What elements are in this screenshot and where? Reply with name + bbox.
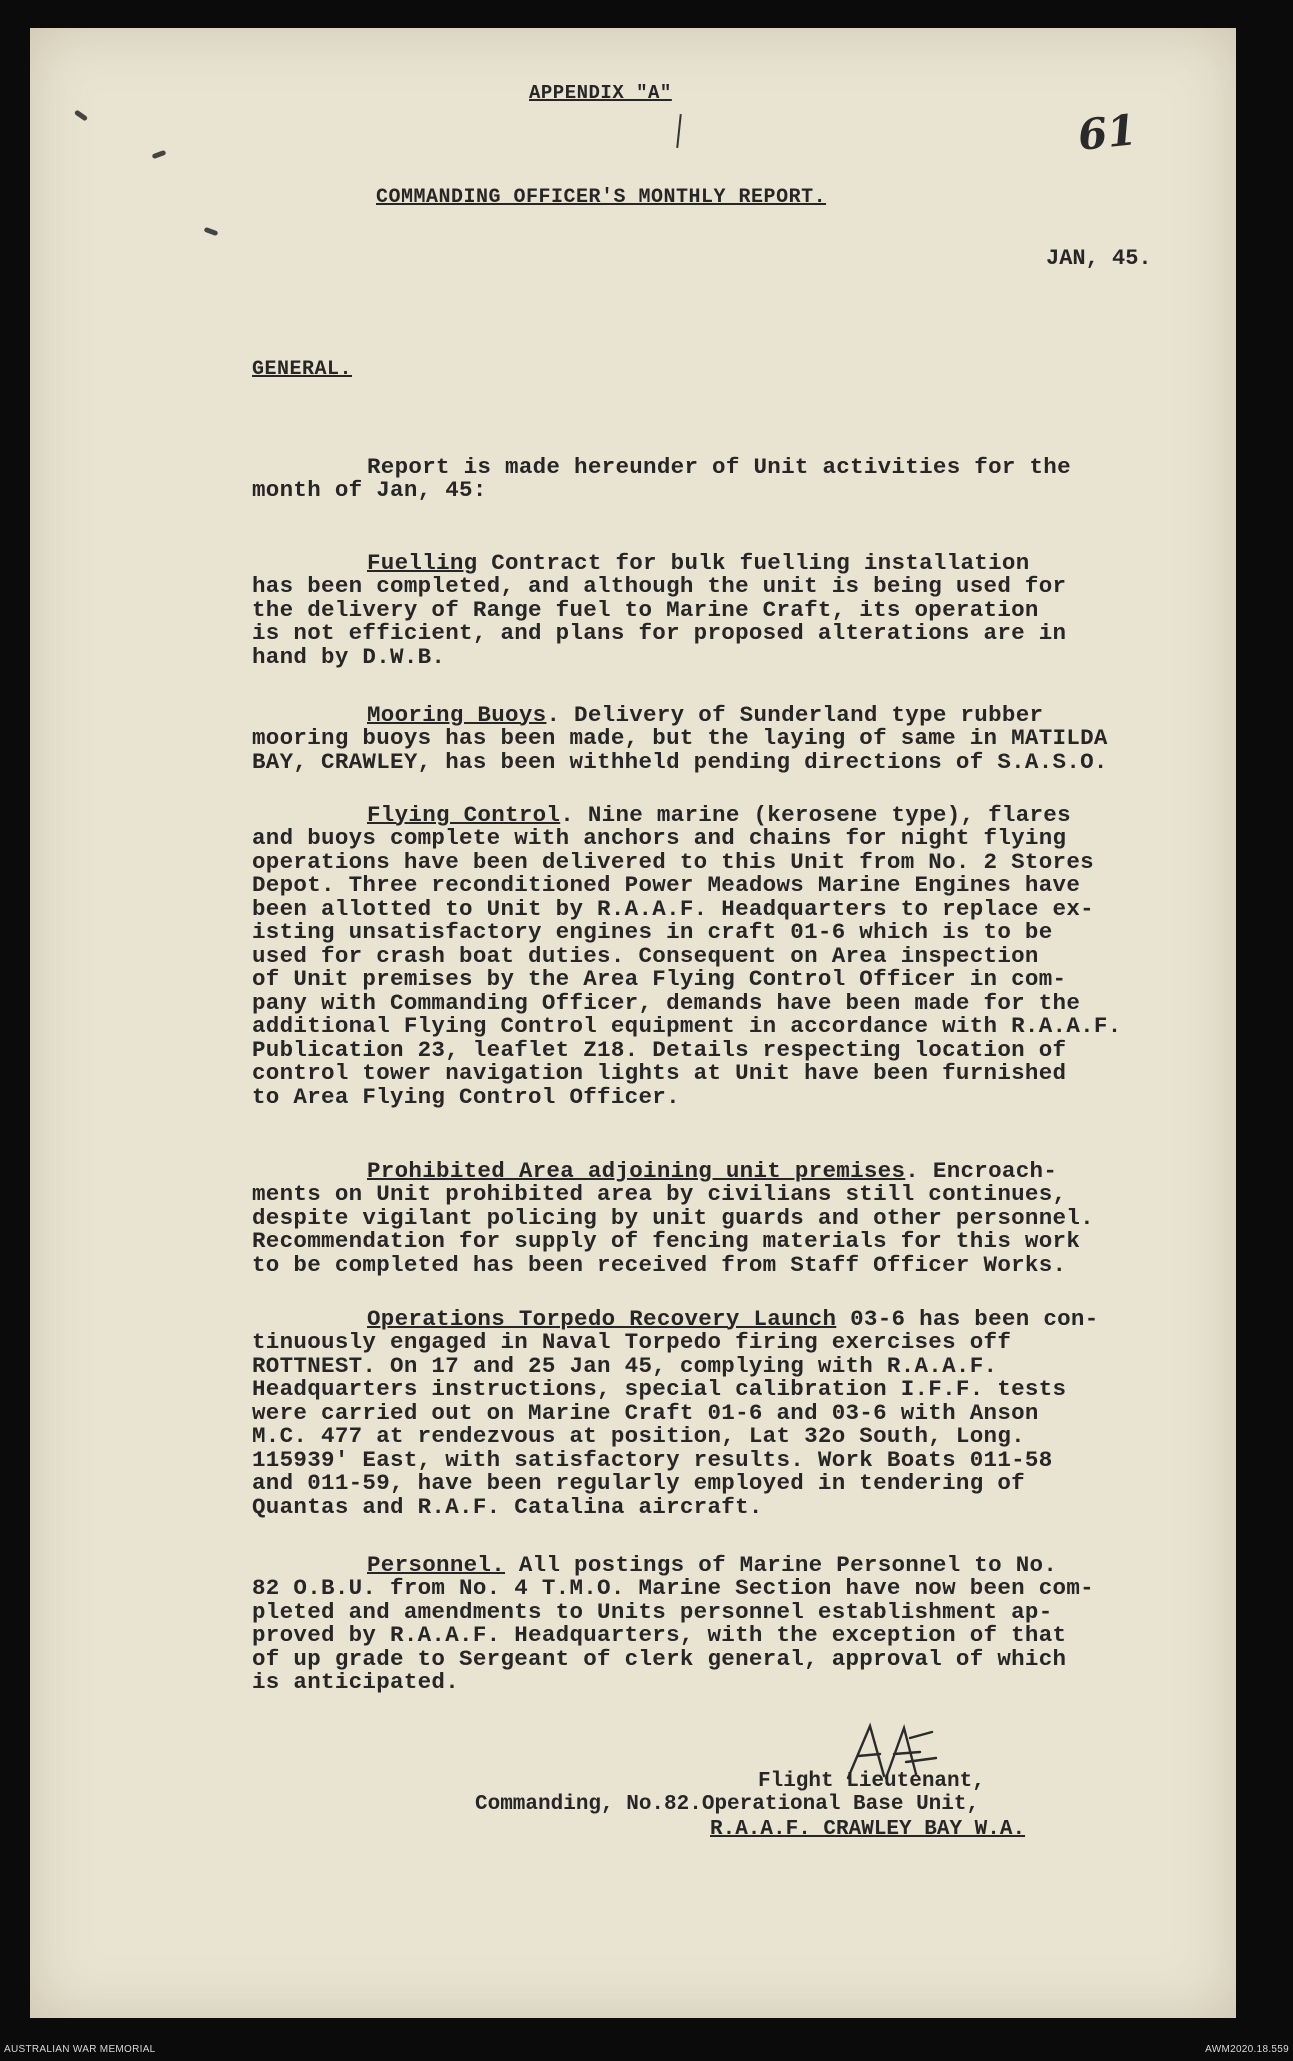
report-date: JAN, 45. (1046, 246, 1152, 271)
paragraph-heading: Prohibited Area adjoining unit premises (367, 1157, 906, 1184)
paragraph-body: Contract for bulk fuelling installation has been completed, and although the unit is being used for the delivery of Range fuel to Marine Craft, its operation is not efficient, and plans for proposed alterations are in hand by D.W.B. (252, 549, 1067, 670)
paragraph-operations (252, 1284, 1099, 1519)
paragraph-flying-control (252, 780, 1122, 1109)
footer-institution: AUSTRALIAN WAR MEMORIAL (4, 2044, 156, 2055)
section-general-heading: GENERAL. (252, 358, 353, 381)
paragraph-body: 03-6 has been con- tinuously engaged in Naval Torpedo firing exercises off ROTTNEST. On 17 and 25 Jan 45, complying with R.A.A.F. Headquarters instructions, special calibration I.F.F. tests were carried out on Marine Craft 01-6 and 03-6 with Anson M.C. 477 at rendezvous at position, Lat 32o South, Long. 115939' East, with satisfactory results. Work Boats 011-58 and 011-59, have been regularly employed in tendering of Quantas and R.A.F. Catalina aircraft. (252, 1305, 1099, 1520)
paragraph-body: . Delivery of Sunderland type rubber mooring buoys has been made, but the laying of same in MATILDA BAY, CRAWLEY, has been withheld pending directions of S.A.S.O. (252, 701, 1108, 775)
signature-rank: Flight Lieutenant, (758, 1770, 985, 1793)
folio-number: 61 (1075, 105, 1139, 160)
paragraph-heading: Flying Control (367, 801, 561, 828)
document-page (30, 28, 1236, 2018)
paragraph-mooring-buoys (252, 680, 1108, 774)
paragraph-prohibited-area (252, 1136, 1094, 1277)
intro-text: Report is made hereunder of Unit activities for the month of Jan, 45: (252, 453, 1071, 503)
paragraph-heading: Fuelling (367, 549, 478, 576)
report-title: COMMANDING OFFICER'S MONTHLY REPORT. (376, 186, 827, 209)
paragraph-personnel (252, 1530, 1094, 1695)
paragraph-body: All postings of Marine Personnel to No. 82 O.B.U. from No. 4 T.M.O. Marine Section have now been com- pleted and amendments to Units personnel establishment ap- proved by R.A.A.F. Headquarters, with the exception of that of up grade to Sergeant of clerk general, approval of which is anticipated. (252, 1551, 1094, 1695)
footer-accession-number: AWM2020.18.559 (1205, 2044, 1289, 2055)
signature-unit: Commanding, No.82.Operational Base Unit, (475, 1793, 980, 1816)
paragraph-body: . Encroach- ments on Unit prohibited area by civilians still continues, despite vigilant policing by unit guards and other personnel. Recommendation for supply of fencing materials for this work to be completed has been received from Staff Officer Works. (252, 1157, 1094, 1278)
paragraph-body: . Nine marine (kerosene type), flares and buoys complete with anchors and chains for night flying operations have been delivered to this Unit from No. 2 Stores Depot. Three reconditioned Power Meadows Marine Engines have been allotted to Unit by R.A.A.F. Headquarters to replace ex- isting unsatisfactory engines in craft 01-6 which is to be used for crash boat duties. Consequent on Area inspection of Unit premises by the Area Flying Control Officer in com- pany with Commanding Officer, demands have been made for the additional Flying Control equipment in accordance with R.A.A.F. Publication 23, leaflet Z18. Details respecting location of control tower navigation lights at Unit have been furnished to Area Flying Control Officer. (252, 801, 1122, 1110)
paragraph-heading: Personnel. (367, 1551, 506, 1578)
signature-location: R.A.A.F. CRAWLEY BAY W.A. (710, 1818, 1026, 1841)
paragraph-fuelling (252, 528, 1066, 669)
appendix-title: APPENDIX "A" (529, 82, 672, 104)
intro-paragraph (252, 432, 1071, 503)
pen-tick-mark (676, 114, 682, 148)
paragraph-heading: Mooring Buoys (367, 701, 547, 728)
paragraph-heading: Operations Torpedo Recovery Launch (367, 1305, 837, 1332)
